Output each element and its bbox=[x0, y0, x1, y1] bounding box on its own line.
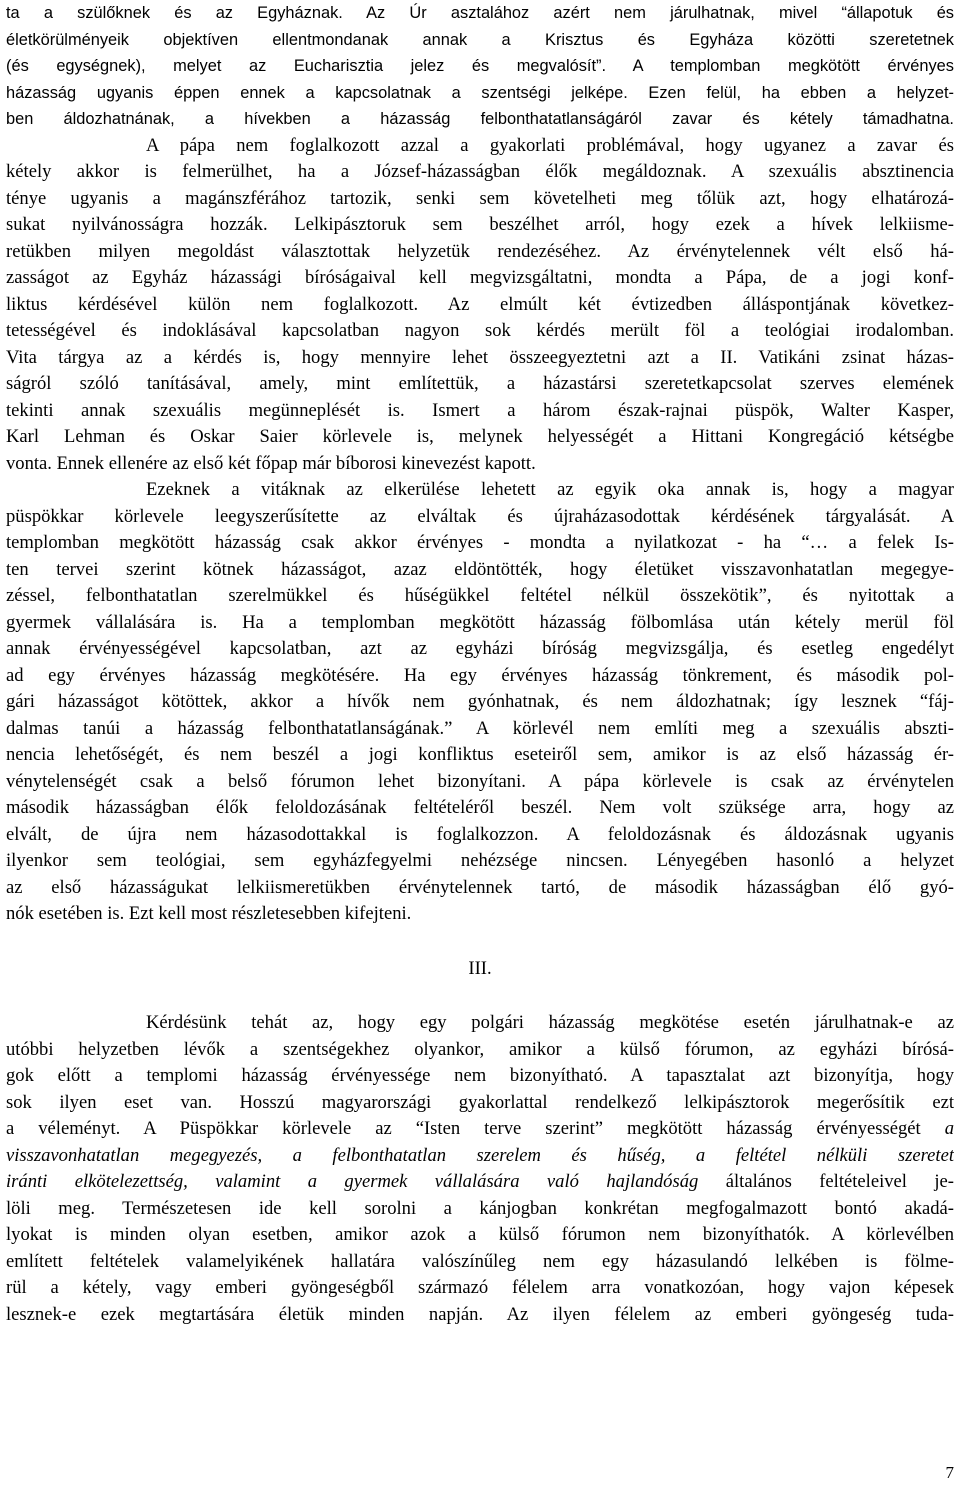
text-line: dalmas tanúi a házasság felbonthatatlanságának.” A körlevél nem említi meg a szexuális abszti- bbox=[6, 717, 954, 739]
text-line: A pápa nem foglalkozott azzal a gyakorlati problémával, hogy ugyanez a zavar és bbox=[146, 134, 954, 156]
text-line: Ezeknek a vitáknak az elkerülése lehetett az egyik oka annak is, hogy a magyar bbox=[146, 479, 954, 500]
text-line: sukat nyilvánosságra hozzák. Lelkipásztoruk sem beszélhet arról, hogy ezek a hívek lelkiisme- bbox=[6, 214, 954, 235]
text-line: kétely akkor is felmerülhet, ha a József-házasságban élők megáldoznak. A szexuális absztinencia bbox=[6, 161, 954, 182]
text-line: Karl Lehman és Oskar Saier körlevele is, melynek helyességét a Hittani Kongregáció kétségbe bbox=[6, 426, 954, 447]
text-line: ilyenkor sem teológiai, sem egyházfegyelmi nehézsége nincsen. Lényegében hasonló a helyzet bbox=[6, 850, 954, 871]
text-line: Vita tárgya az a kérdés is, hogy mennyire lehet összeegyeztetni azt a II. Vatikáni zsinat házas- bbox=[6, 346, 954, 368]
text-line: Kérdésünk tehát az, hogy egy polgári házasság megkötése esetén járulhatnak-e az bbox=[146, 1012, 954, 1033]
text-line: második házasságban élők feloldozásának feltételéről beszél. Nem volt szüksége arra, hogy az bbox=[6, 797, 954, 818]
text-line: vénytelenségét csak a belső fórumon lehet bizonyítani. A pápa körlevele is csak az érvénytelen bbox=[6, 770, 954, 792]
text-line: nencia lehetőségét, és nem beszél a jogi konfliktus eseteiről sem, amikor is az első házasság ér- bbox=[6, 744, 954, 765]
text-line: liktus kérdésével külön nem foglalkozott. Az elmúlt két évtizedben álláspontjának következ- bbox=[6, 293, 954, 315]
document-page bbox=[6, 0, 954, 1328]
text-line: löli meg. Természetesen ide kell sorolni a kánjogban konkrétan megfogalmazott bontó akadá- bbox=[6, 1197, 954, 1219]
text-line: püspökkar körlevele leegyszerűsítette az elváltak és újraházasodottak kérdésének tárgyalását. A bbox=[6, 505, 954, 527]
text-line: annak érvényességével kapcsolatban, azt az egyházi bíróság megvizsgálja, és esetleg engedélyt bbox=[6, 638, 954, 659]
text-line bbox=[6, 1116, 954, 1143]
italic-segment: a bbox=[944, 1118, 954, 1139]
italic-segment: iránti elkötelezettség, valamint a gyermek vállalására való hajlandóság bbox=[6, 1171, 699, 1192]
text-line: az első házasságukat lelkiismeretükben érvénytelennek tartó, de második házasságban élő gyó- bbox=[6, 876, 954, 898]
text-line: gyermek vállalására is. Ha a templomban megkötött házasság fölbomlása után kétely merül föl bbox=[6, 611, 954, 633]
text-line: tekinti annak szexuális megünneplését is. Ismert a három észak-rajnai püspök, Walter Kasper, bbox=[6, 399, 954, 421]
text-line: retükben milyen megoldást választottak helyzetük rendezéséhez. Az érvénytelennek vélt első há- bbox=[6, 240, 954, 262]
text-line: ben áldozhatnának, a hívekben a házasság felbonthatatlanságáról zavar és kétely támadhatna. bbox=[6, 110, 954, 128]
text-line: gok előtt a templomi házasság érvényessége nem bizonyítható. A tapasztalat azt bizonyítja, hogy bbox=[6, 1065, 954, 1086]
text-line: zasságot az Egyház házassági bíróságaival kell megvizsgáltatni, mondta a Pápa, de a jogi konf- bbox=[6, 267, 954, 288]
text-line: lyokat is minden olyan esetben, amikor azok a külső fórumon nem bizonyíthatók. A körlevélben bbox=[6, 1224, 954, 1245]
text-segment: általános feltételeivel je- bbox=[698, 1171, 954, 1192]
text-line: visszavonhatatlan megegyezés, a felbonthatatlan szerelem és hűség, a feltétel nélküli szeretet bbox=[6, 1144, 954, 1166]
text-line: életkörülményeik objektíven ellentmondanak annak a Krisztus és Egyháza közötti szeretetnek bbox=[6, 30, 954, 49]
text-line: zéssel, felbonthatatlan szerelmükkel és hűségükkel feltétel nélkül összekötik”, és nyitottak a bbox=[6, 585, 954, 606]
text-segment: a véleményt. A Püspökkar körlevele az “Isten terve szerint” megkötött házasság érvényességét bbox=[6, 1118, 945, 1139]
page-number: 7 bbox=[945, 1463, 954, 1482]
spacer bbox=[6, 928, 954, 956]
text-line: ténye ugyanis a magánszférához tartozik, senki sem követelheti meg tőlük azt, hogy elhatározá- bbox=[6, 187, 954, 209]
text-line bbox=[6, 1169, 954, 1196]
text-line: (és egységnek), melyet az Eucharisztia jelez és megvalósít”. A templomban megkötött érvényes bbox=[6, 57, 954, 75]
text-line: ad egy érvényes házasság megkötésére. Ha egy érvényes házasság tönkrement, és második pol- bbox=[6, 664, 954, 686]
section-heading: III. bbox=[468, 957, 492, 979]
text-line: sok ilyen eset van. Hosszú magyarországi gyakorlattal rendelkező lelkipásztorok megerősítik ezt bbox=[6, 1091, 954, 1113]
text-line: ta a szülőknek és az Egyháznak. Az Úr asztalához azért nem járulhatnak, mivel “állapotuk és bbox=[6, 4, 954, 22]
text-line: említett feltételek valamelyikének hallatára valószínűleg nem egy házasulandó lelkében is fölme- bbox=[6, 1250, 954, 1272]
text-line: házasság ugyanis éppen ennek a kapcsolatnak a szentségi jelképe. Ezen felül, ha ebben a helyzet- bbox=[6, 83, 954, 102]
text-line: templomban megkötött házasság csak akkor érvényes - mondta a nyilatkozat - ha “… a felek Is- bbox=[6, 532, 954, 553]
text-line: tetességével és indoklásával kapcsolatban nagyon sok kérdés merült föl a teológiai irodalomban. bbox=[6, 320, 954, 341]
text-line: vonta. Ennek ellenére az első két főpap már bíborosi kinevezést kapott. bbox=[6, 452, 536, 474]
text-line: nók esetében is. Ezt kell most részletesebben kifejteni. bbox=[6, 903, 412, 924]
text-line: ságról szóló tanításával, amely, mint említettük, a házastársi szeretetkapcsolat szerves elemének bbox=[6, 373, 954, 394]
text-line: rül a kétely, vagy emberi gyöngeségből származó félelem arra vonatkozóan, hogy vajon képesek bbox=[6, 1277, 954, 1298]
text-line: gári házasságot kötöttek, akkor a hívők nem gyónhatnak, és nem áldozhatnak; így lesznek “fáj- bbox=[6, 691, 954, 712]
spacer bbox=[6, 982, 954, 1010]
text-line: lesznek-e ezek megtartására életük minden napján. Az ilyen félelem az emberi gyöngeség tuda- bbox=[6, 1303, 954, 1325]
text-line: utóbbi helyzetben lévők a szentségekhez olyankor, amikor a külső fórumon, az egyházi bírósá- bbox=[6, 1038, 954, 1060]
text-line: elvált, de újra nem házasodottakkal is foglalkozzon. A feloldozásnak és áldozásnak ugyanis bbox=[6, 823, 954, 845]
text-line: ten tervei szerint kötnek házasságot, azaz eldöntötték, hogy életüket visszavonhatatlan megegye- bbox=[6, 558, 954, 580]
